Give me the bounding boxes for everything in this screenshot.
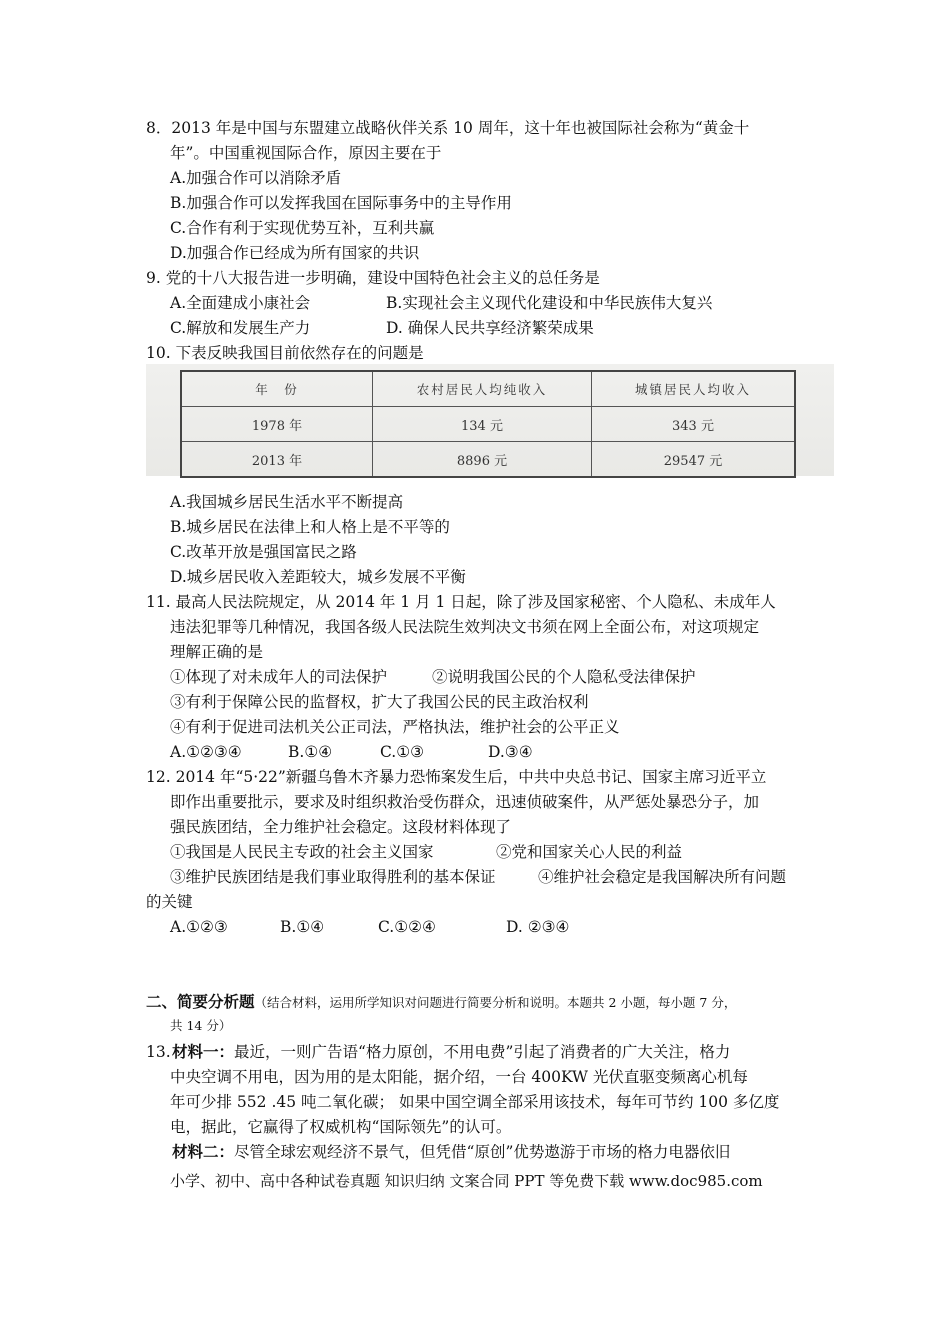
q13-material1-line3: 年可少排 552 .45 吨二氧化碳； 如果中国空调全部采用该技术，每年可节约 100 多亿度 (170, 1093, 780, 1111)
q12-statement-2: ②党和国家关心人民的利益 (496, 843, 683, 861)
section2-heading (146, 992, 736, 1013)
q8-stem-line2: 年”。中国重视国际合作，原因主要在于 (170, 144, 442, 162)
table-row (181, 442, 795, 478)
q10-option-a: A.我国城乡居民生活水平不断提高 (170, 493, 404, 511)
q12-statement-1: ①我国是人民民主专政的社会主义国家 (170, 843, 434, 861)
q11-option-a: A.①②③④ (170, 743, 242, 761)
table-header-year: 年 份 (181, 371, 373, 407)
income-table (180, 370, 796, 478)
q11-statement-3: ③有利于保障公民的监督权，扩大了我国公民的民主政治权利 (170, 693, 589, 711)
footer-text: 小学、初中、高中各种试卷真题 知识归纳 文案合同 PPT 等免费下载 www.doc985.com (170, 1172, 763, 1190)
q10-option-b: B.城乡居民在法律上和人格上是不平等的 (170, 518, 450, 536)
q11-statement-2: ②说明我国公民的个人隐私受法律保护 (432, 668, 696, 686)
table-cell: 2013 年 (181, 442, 373, 478)
q9-option-b: B.实现社会主义现代化建设和中华民族伟大复兴 (386, 294, 713, 312)
table-cell: 1978 年 (181, 407, 373, 442)
material2-text: 尽管全球宏观经济不景气，但凭借“原创”优势遨游于市场的格力电器依旧 (234, 1143, 731, 1161)
q11-option-d: D.③④ (488, 743, 533, 761)
q12-statement-3: ③维护民族团结是我们事业取得胜利的基本保证 (170, 868, 496, 886)
q12-option-b: B.①④ (280, 918, 325, 936)
q9-stem: 9. 党的十八大报告进一步明确，建设中国特色社会主义的总任务是 (146, 269, 600, 287)
q8-option-c: C.合作有利于实现优势互补，互利共赢 (170, 219, 435, 237)
table-cell: 8896 元 (373, 442, 592, 478)
table-header-urban: 城镇居民人均收入 (592, 371, 796, 407)
section2-note-cont: 共 14 分） (170, 1018, 232, 1033)
q10-stem: 10. 下表反映我国目前依然存在的问题是 (146, 344, 424, 362)
q13-material1-line4: 电，据此，它赢得了权威机构“国际领先”的认可。 (170, 1118, 512, 1136)
q11-statement-4: ④有利于促进司法机关公正司法，严格执法，维护社会的公平正义 (170, 718, 620, 736)
q9-option-a: A.全面建成小康社会 (170, 294, 311, 312)
q12-option-c: C.①②④ (378, 918, 436, 936)
section2-title: 二、简要分析题 (146, 992, 255, 1011)
q13-material1-line2: 中央空调不用电，因为用的是太阳能，据介绍，一台 400KW 光伏直驱变频离心机每 (170, 1068, 748, 1086)
q10-option-d: D.城乡居民收入差距较大，城乡发展不平衡 (170, 568, 466, 586)
q11-option-b: B.①④ (288, 743, 333, 761)
table-header-row (181, 371, 795, 407)
q13-material1-line1 (172, 1042, 730, 1062)
q12-statement-4: ④维护社会稳定是我国解决所有问题 (538, 868, 787, 886)
q13-material2-line1 (172, 1142, 730, 1162)
q12-stem-line2: 即作出重要批示，要求及时组织救治受伤群众，迅速侦破案件，从严惩处暴恐分子，加 (170, 793, 760, 811)
table-cell: 134 元 (373, 407, 592, 442)
q11-option-c: C.①③ (380, 743, 425, 761)
q8-option-b: B.加强合作可以发挥我国在国际事务中的主导作用 (170, 194, 512, 212)
q11-stem-line3: 理解正确的是 (170, 643, 264, 661)
q8-option-a: A.加强合作可以消除矛盾 (170, 169, 342, 187)
q12-stem-line1: 12. 2014 年“5·22”新疆乌鲁木齐暴力恐怖案发生后，中共中央总书记、国家主席习近平立 (146, 768, 767, 786)
table-cell: 343 元 (592, 407, 796, 442)
material1-label: 材料一： (172, 1042, 235, 1061)
q12-option-a: A.①②③ (170, 918, 228, 936)
table-cell: 29547 元 (592, 442, 796, 478)
material1-text: 最近，一则广告语“格力原创，不用电费”引起了消费者的广大关注，格力 (234, 1043, 731, 1061)
table-row (181, 407, 795, 442)
q12-stem-line3: 强民族团结，全力维护社会稳定。这段材料体现了 (170, 818, 512, 836)
q13-line1 (146, 1042, 171, 1062)
q12-statement-4-cont: 的关键 (146, 893, 193, 911)
q9-option-c: C.解放和发展生产力 (170, 319, 311, 337)
q11-stem-line2: 违法犯罪等几种情况，我国各级人民法院生效判决文书须在网上全面公布，对这项规定 (170, 618, 760, 636)
q9-option-d: D. 确保人民共享经济繁荣成果 (386, 319, 594, 337)
q12-option-d: D. ②③④ (506, 918, 570, 936)
material2-label: 材料二： (172, 1142, 235, 1161)
q11-statement-1: ①体现了对未成年人的司法保护 (170, 668, 388, 686)
income-table-scan (146, 364, 834, 476)
q8-stem-line1: 8．2013 年是中国与东盟建立战略伙伴关系 10 周年，这十年也被国际社会称为“黄金十 (146, 119, 750, 137)
table-header-rural: 农村居民人均纯收入 (373, 371, 592, 407)
q11-stem-line1: 11. 最高人民法院规定，从 2014 年 1 月 1 日起，除了涉及国家秘密、个人隐私、未成年人 (146, 593, 776, 611)
section2-note: （结合材料，运用所学知识对问题进行简要分析和说明。本题共 2 小题，每小题 7 分， (254, 995, 737, 1010)
q13-number: 13. (146, 1043, 171, 1061)
q8-option-d: D.加强合作已经成为所有国家的共识 (170, 244, 420, 262)
q10-option-c: C.改革开放是强国富民之路 (170, 543, 357, 561)
